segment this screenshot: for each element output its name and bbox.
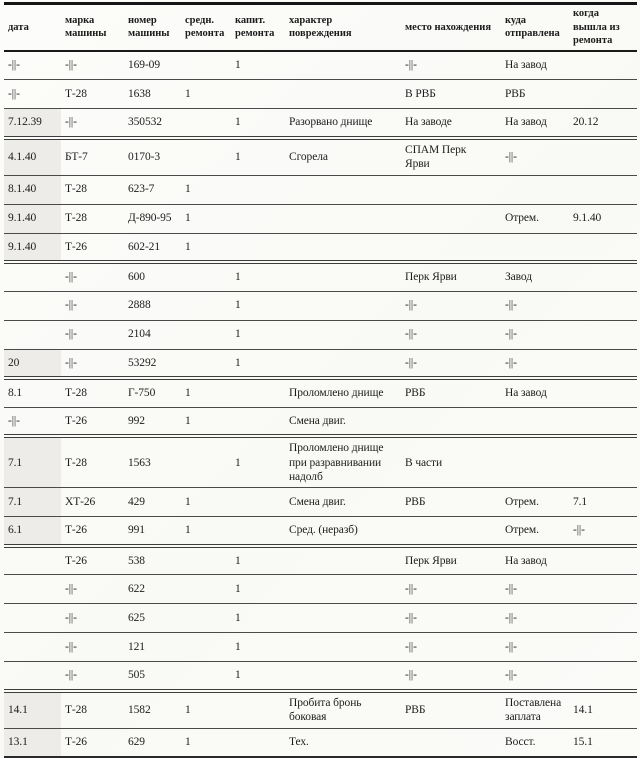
cell-number: 2104	[124, 320, 181, 349]
cell-location: На заводе	[401, 109, 501, 138]
table-row	[4, 633, 637, 662]
cell-number: 505	[124, 662, 181, 691]
cell-medium	[181, 320, 231, 349]
cell-number: 169-09	[124, 51, 181, 80]
cell-date	[4, 575, 61, 604]
cell-damage	[285, 320, 401, 349]
cell-out	[569, 233, 637, 262]
cell-sent: Отрем.	[501, 517, 569, 546]
cell-date	[4, 291, 61, 320]
cell-date: 9.1.40	[4, 233, 61, 262]
cell-brand: -||-	[61, 320, 124, 349]
cell-capital	[231, 175, 285, 204]
cell-damage	[285, 633, 401, 662]
cell-date: 7.1	[4, 436, 61, 488]
cell-location: РВБ	[401, 378, 501, 407]
cell-capital	[231, 204, 285, 233]
cell-medium	[181, 349, 231, 378]
cell-sent: -||-	[501, 633, 569, 662]
cell-sent	[501, 407, 569, 436]
cell-location	[401, 517, 501, 546]
cell-sent	[501, 175, 569, 204]
cell-number: 53292	[124, 349, 181, 378]
cell-capital: 1	[231, 109, 285, 138]
cell-capital: 1	[231, 262, 285, 291]
cell-damage	[285, 662, 401, 691]
cell-damage	[285, 233, 401, 262]
cell-damage: Смена двиг.	[285, 488, 401, 517]
table-row	[4, 233, 637, 262]
cell-location	[401, 233, 501, 262]
column-header-date: дата	[4, 4, 61, 51]
column-header-number: номер машины	[124, 4, 181, 51]
cell-number: 538	[124, 546, 181, 575]
cell-damage: Проломлено днище	[285, 378, 401, 407]
cell-date: 13.1	[4, 728, 61, 757]
cell-sent: -||-	[501, 575, 569, 604]
cell-out: 7.1	[569, 488, 637, 517]
cell-out	[569, 51, 637, 80]
cell-sent: Отрем.	[501, 204, 569, 233]
cell-date: 6.1	[4, 517, 61, 546]
cell-out	[569, 378, 637, 407]
cell-date	[4, 262, 61, 291]
cell-number: 602-21	[124, 233, 181, 262]
cell-medium	[181, 291, 231, 320]
cell-capital: 1	[231, 436, 285, 488]
cell-medium: 1	[181, 488, 231, 517]
cell-number: 991	[124, 517, 181, 546]
cell-brand: -||-	[61, 291, 124, 320]
cell-brand: Т-28	[61, 691, 124, 728]
table-row	[4, 546, 637, 575]
cell-sent: -||-	[501, 604, 569, 633]
cell-medium: 1	[181, 691, 231, 728]
cell-medium	[181, 546, 231, 575]
cell-sent: -||-	[501, 662, 569, 691]
cell-location	[401, 204, 501, 233]
cell-sent	[501, 233, 569, 262]
cell-brand: -||-	[61, 262, 124, 291]
cell-location: -||-	[401, 575, 501, 604]
cell-brand: -||-	[61, 109, 124, 138]
table-row	[4, 175, 637, 204]
cell-sent: РВБ	[501, 80, 569, 109]
column-header-capital: капит. ремонта	[231, 4, 285, 51]
cell-number: 2888	[124, 291, 181, 320]
cell-out	[569, 662, 637, 691]
cell-medium: 1	[181, 80, 231, 109]
cell-damage: Разорвано днище	[285, 109, 401, 138]
cell-brand: ХТ-26	[61, 488, 124, 517]
cell-date	[4, 604, 61, 633]
cell-sent: -||-	[501, 320, 569, 349]
table-row	[4, 51, 637, 80]
cell-out	[569, 575, 637, 604]
table-row	[4, 80, 637, 109]
column-header-sent: куда отправлена	[501, 4, 569, 51]
cell-out	[569, 138, 637, 175]
cell-date: -||-	[4, 80, 61, 109]
cell-sent: Завод	[501, 262, 569, 291]
cell-number: 629	[128, 736, 145, 749]
cell-brand: -||-	[61, 604, 124, 633]
table-row	[4, 436, 637, 488]
cell-number: 429	[124, 488, 181, 517]
repair-log-table	[4, 2, 637, 758]
cell-location: -||-	[401, 320, 501, 349]
table-row	[4, 517, 637, 546]
cell-brand: -||-	[61, 633, 124, 662]
cell-number: Д-890-95	[124, 204, 181, 233]
cell-damage	[285, 349, 401, 378]
cell-capital: 1	[231, 349, 285, 378]
cell-medium	[181, 575, 231, 604]
cell-date: 7.12.39	[4, 109, 61, 138]
cell-location: Перк Ярви	[401, 262, 501, 291]
cell-sent: На завод	[501, 546, 569, 575]
cell-sent: Отрем.	[501, 488, 569, 517]
cell-damage	[285, 51, 401, 80]
table-row	[4, 378, 637, 407]
cell-out: 20.12	[569, 109, 637, 138]
cell-sent: Восст.	[505, 736, 536, 749]
cell-medium	[181, 109, 231, 138]
cell-damage	[285, 604, 401, 633]
cell-medium	[181, 436, 231, 488]
cell-number: 350532	[124, 109, 181, 138]
header-row	[4, 4, 637, 51]
cell-number: Г-750	[124, 378, 181, 407]
cell-location: -||-	[401, 349, 501, 378]
cell-capital: 1	[231, 604, 285, 633]
cell-number: 1638	[124, 80, 181, 109]
cell-date	[4, 320, 61, 349]
cell-capital	[231, 378, 285, 407]
cell-brand: Т-28	[61, 80, 124, 109]
cell-brand: Т-28	[61, 204, 124, 233]
cell-date: -||-	[4, 51, 61, 80]
table-row	[4, 604, 637, 633]
cell-date: 4.1.40	[4, 138, 61, 175]
cell-sent: -||-	[501, 138, 569, 175]
table-row	[4, 575, 637, 604]
table-row	[4, 691, 637, 728]
cell-capital	[231, 691, 285, 728]
column-header-out: когда вышла из ремонта	[569, 4, 637, 51]
cell-medium: 1	[181, 204, 231, 233]
cell-medium	[181, 604, 231, 633]
cell-damage	[285, 262, 401, 291]
cell-medium: 1	[181, 407, 231, 436]
cell-brand: Т-26	[61, 517, 124, 546]
cell-capital	[231, 488, 285, 517]
cell-capital: 1	[231, 138, 285, 175]
cell-capital: 1	[231, 51, 285, 80]
cell-location: -||-	[401, 51, 501, 80]
cell-location: -||-	[401, 662, 501, 691]
cell-damage	[285, 204, 401, 233]
cell-damage	[285, 546, 401, 575]
cell-damage: Тех.	[289, 736, 309, 749]
table-row	[4, 138, 637, 175]
cell-date	[4, 633, 61, 662]
cell-medium: 1	[185, 736, 191, 749]
cell-sent: -||-	[501, 291, 569, 320]
cell-out	[569, 633, 637, 662]
cell-location: В части	[401, 436, 501, 488]
cell-date	[4, 546, 61, 575]
cell-capital: 1	[231, 320, 285, 349]
cell-out	[569, 436, 637, 488]
cell-medium: 1	[181, 233, 231, 262]
cell-date: 9.1.40	[4, 204, 61, 233]
cell-location	[401, 407, 501, 436]
cell-medium	[181, 662, 231, 691]
cell-location: РВБ	[401, 488, 501, 517]
table-row	[4, 109, 637, 138]
table-row	[4, 320, 637, 349]
table-row	[4, 204, 637, 233]
cell-date: -||-	[4, 407, 61, 436]
cell-sent	[501, 436, 569, 488]
cell-damage: Сгорела	[285, 138, 401, 175]
cell-medium	[181, 51, 231, 80]
cell-brand: -||-	[61, 575, 124, 604]
cell-medium	[181, 262, 231, 291]
cell-sent: -||-	[501, 349, 569, 378]
cell-out	[569, 175, 637, 204]
cell-brand: Т-28	[61, 378, 124, 407]
cell-brand: -||-	[61, 662, 124, 691]
cell-brand: Т-28	[61, 436, 124, 488]
cell-location: Перк Ярви	[401, 546, 501, 575]
column-header-location: место нахождения	[401, 4, 501, 51]
cell-medium	[181, 138, 231, 175]
table-row	[4, 291, 637, 320]
cell-out	[569, 546, 637, 575]
cell-location	[401, 175, 501, 204]
cell-date: 7.1	[4, 488, 61, 517]
cell-date	[4, 662, 61, 691]
table-row	[4, 407, 637, 436]
cell-capital: 1	[231, 291, 285, 320]
cell-sent: На завод	[501, 378, 569, 407]
cell-sent: Поставлена заплата	[501, 691, 569, 728]
cell-out	[569, 262, 637, 291]
cell-damage	[285, 575, 401, 604]
cell-brand: -||-	[61, 349, 124, 378]
cell-out	[569, 349, 637, 378]
cell-capital: 1	[231, 575, 285, 604]
cell-number: 600	[124, 262, 181, 291]
cell-number: 622	[124, 575, 181, 604]
cell-out: 15.1	[573, 736, 593, 749]
cell-number: 121	[124, 633, 181, 662]
cell-out	[569, 291, 637, 320]
cell-capital: 1	[231, 546, 285, 575]
cell-location: -||-	[401, 291, 501, 320]
cell-brand: Т-28	[61, 175, 124, 204]
column-header-medium: средн. ремонта	[181, 4, 231, 51]
cell-capital	[231, 80, 285, 109]
cell-damage	[285, 291, 401, 320]
cell-number: 0170-3	[124, 138, 181, 175]
cell-out	[569, 320, 637, 349]
cell-capital	[231, 517, 285, 546]
table-body	[4, 51, 637, 757]
cell-location: -||-	[401, 604, 501, 633]
cell-damage	[285, 80, 401, 109]
cell-sent: На завод	[501, 109, 569, 138]
cell-damage	[285, 175, 401, 204]
cell-damage: Пробита бронь боковая	[285, 691, 401, 728]
cell-damage: Проломлено днище при разравнивании надолб	[285, 436, 401, 488]
cell-number: 1582	[124, 691, 181, 728]
cell-sent: На завод	[501, 51, 569, 80]
cell-capital	[231, 407, 285, 436]
cell-capital	[231, 233, 285, 262]
column-header-brand: марка машины	[61, 4, 124, 51]
cell-medium: 1	[181, 517, 231, 546]
column-header-damage: характер повреждения	[285, 4, 401, 51]
cell-medium: 1	[181, 378, 231, 407]
table-row	[4, 662, 637, 691]
cell-out	[569, 407, 637, 436]
cell-brand: Т-26	[61, 546, 124, 575]
cell-medium	[181, 633, 231, 662]
cell-number: 992	[124, 407, 181, 436]
cell-brand: БТ-7	[61, 138, 124, 175]
cell-medium: 1	[181, 175, 231, 204]
cell-number: 625	[124, 604, 181, 633]
cell-damage: Сред. (неразб)	[285, 517, 401, 546]
cell-out	[569, 604, 637, 633]
cell-brand: -||-	[61, 51, 124, 80]
cell-location: СПАМ Перк Ярви	[401, 138, 501, 175]
cell-capital: 1	[231, 633, 285, 662]
cell-out: -||-	[569, 517, 637, 546]
table-row	[4, 488, 637, 517]
cell-brand: Т-26	[61, 233, 124, 262]
cell-out	[569, 80, 637, 109]
cell-number: 1563	[124, 436, 181, 488]
cell-date: 8.1	[4, 378, 61, 407]
cell-location: В РВБ	[401, 80, 501, 109]
table-row	[4, 349, 637, 378]
cell-number: 623-7	[124, 175, 181, 204]
cell-capital: 1	[231, 662, 285, 691]
cell-location: -||-	[401, 633, 501, 662]
cell-date: 20	[4, 349, 61, 378]
cell-brand: Т-26	[61, 407, 124, 436]
cell-date: 8.1.40	[4, 175, 61, 204]
cell-out: 14.1	[569, 691, 637, 728]
table-row	[4, 262, 637, 291]
table-header	[4, 4, 637, 51]
cell-location: РВБ	[401, 691, 501, 728]
cell-out: 9.1.40	[569, 204, 637, 233]
cell-date: 14.1	[4, 691, 61, 728]
cell-brand: Т-26	[65, 736, 87, 749]
cell-damage: Смена двиг.	[285, 407, 401, 436]
